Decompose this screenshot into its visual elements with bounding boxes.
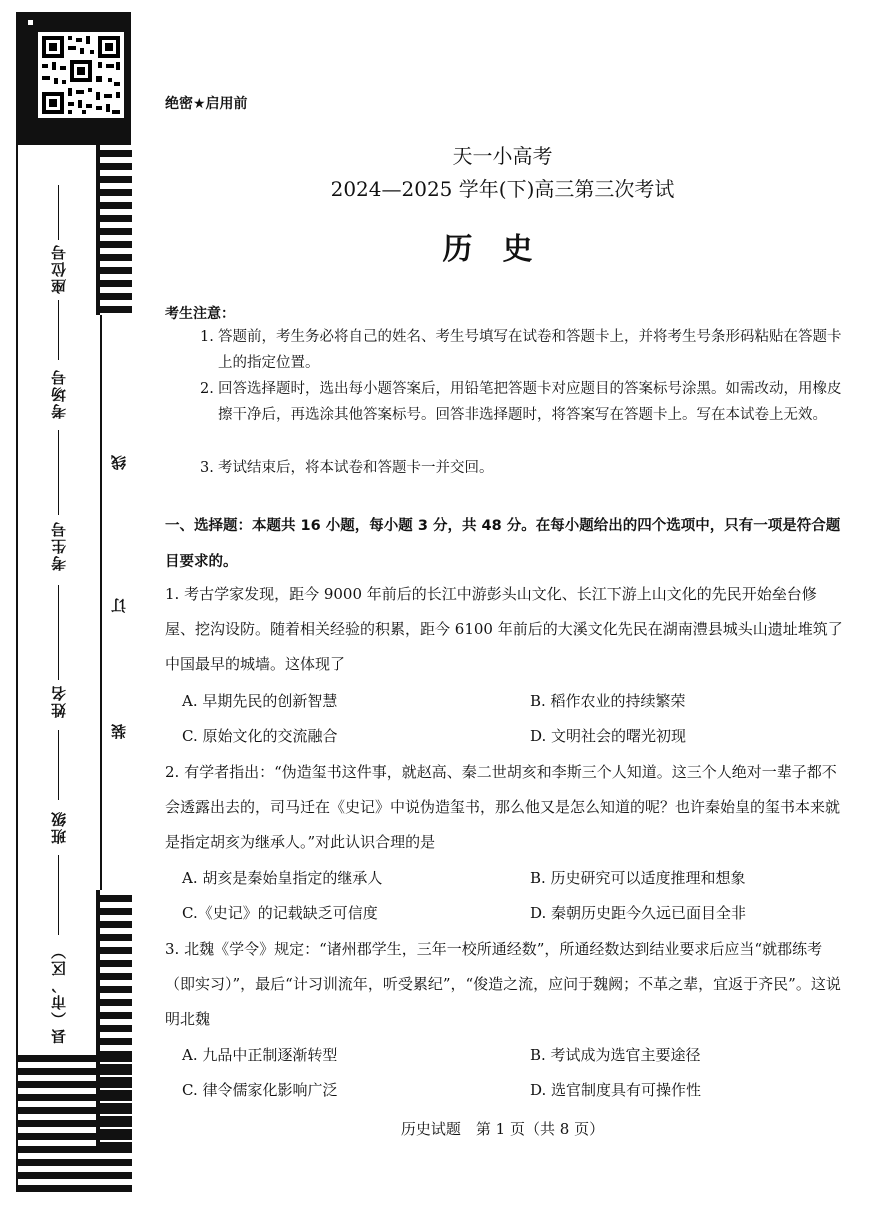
binding-stripe [100, 1038, 132, 1045]
notice-number: 1. [200, 329, 214, 345]
candidate-number-label: 考生号 [50, 520, 68, 571]
question-1 [165, 577, 845, 682]
question-text: 3. 北魏《学令》规定：“诸州郡学生，三年一校所通经数”，所通经数达到结业要求后应当“就郡练考（即实习）”，最后“计习训流年，听受累纪”，“俊造之流，应问于魏阙；不革之辈，宜返于齐民”。这说明北魏 [165, 940, 841, 1028]
option-c: C.《史记》的记载缺乏可信度 [182, 904, 378, 922]
notice-number: 3. [200, 460, 214, 476]
binding-stripe [16, 1081, 132, 1088]
binding-stripe [16, 1094, 132, 1101]
bind-word-staple: 订 [110, 598, 128, 613]
binding-stripe [16, 1107, 132, 1114]
qr-code [38, 32, 124, 118]
binding-stripe [16, 1172, 132, 1179]
option-c: C. 原始文化的交流融合 [182, 727, 338, 745]
bind-word-line: 线 [110, 455, 128, 470]
option-d: D. 选官制度具有可操作性 [530, 1081, 702, 1099]
binding-stripe [100, 1025, 132, 1032]
exam-room-label: 考场号 [50, 368, 68, 419]
notice-text: 答题前，考生务必将自己的姓名、考生号填写在试卷和答题卡上，并将考生号条形码粘贴在答题卡上的指定位置。 [218, 329, 842, 371]
subject-title: 历史 [442, 232, 563, 267]
binding-stripe [100, 921, 132, 928]
binding-stripe [100, 947, 132, 954]
option-d: D. 文明社会的曙光初现 [530, 727, 687, 745]
binding-stripe [100, 215, 132, 222]
binding-stripe [100, 908, 132, 915]
question-3 [165, 932, 845, 1037]
option-b: B. 稻作农业的持续繁荣 [530, 692, 686, 710]
binding-stripe [100, 293, 132, 300]
option-b: B. 历史研究可以适度推理和想象 [530, 869, 746, 887]
notice-heading: 考生注意： [165, 306, 235, 322]
question-text: 2. 有学者指出：“伪造玺书这件事，就赵高、秦二世胡亥和李斯三个人知道。这三个人绝对一辈子都不会透露出去的，司马迁在《史记》中说伪造玺书，那么他又是怎么知道的呢？也许秦始皇的玺书本来就是指定胡亥为继承人。”对此认识合理的是 [165, 763, 841, 851]
bind-word-bind: 装 [110, 724, 128, 739]
binding-stripe [100, 1012, 132, 1019]
option-a: A. 早期先民的创新智慧 [182, 692, 338, 710]
notice-text: 回答选择题时，选出每小题答案后，用铅笔把答题卡对应题目的答案标号涂黑。如需改动，用橡皮擦干净后，再选涂其他答案标号。回答非选择题时，将答案写在答题卡上。写在本试卷上无效。 [218, 381, 842, 423]
binding-stripe [16, 1055, 132, 1062]
binding-stripe [16, 1068, 132, 1075]
seat-number-label: 座位号 [50, 243, 68, 294]
option-d: D. 秦朝历史距今久远已面目全非 [530, 904, 747, 922]
binding-stripe [16, 1159, 132, 1166]
binding-stripe [100, 895, 132, 902]
question-text: 1. 考古学家发现，距今 9000 年前后的长江中游彭头山文化、长江下游上山文化的先民开始垒台修屋、挖沟设防。随着相关经验的积累，距今 6100 年前后的大溪文化先民在湖南澧县城头山遗址堆筑了中国最早的城墙。这体现了 [165, 585, 843, 673]
binding-stripe [100, 202, 132, 209]
binding-stripe [100, 973, 132, 980]
binding-stripe [16, 1185, 132, 1192]
class-label: 班级 [50, 810, 68, 844]
exam-organizer: 天一小高考 [452, 144, 553, 168]
binding-stripe [100, 986, 132, 993]
option-b: B. 考试成为选官主要途径 [530, 1046, 701, 1064]
question-2 [165, 755, 845, 860]
binding-stripe [100, 934, 132, 941]
notice-number: 2. [200, 381, 214, 397]
name-label: 姓名 [50, 684, 68, 718]
exam-title: 2024—2025 学年(下)高三第三次考试 [330, 177, 675, 201]
option-a: A. 胡亥是秦始皇指定的继承人 [182, 869, 383, 887]
binding-stripe [100, 960, 132, 967]
confidential-mark: 绝密★启用前 [165, 96, 248, 112]
section-heading: 一、选择题：本题共 16 小题，每小题 3 分，共 48 分。在每小题给出的四个选项中，只有一项是符合题目要求的。 [165, 518, 841, 570]
notice-text: 考试结束后，将本试卷和答题卡一并交回。 [218, 460, 494, 476]
binding-stripe [100, 267, 132, 274]
binding-stripe [100, 280, 132, 287]
option-a: A. 九品中正制逐渐转型 [182, 1046, 338, 1064]
county-label: 县（市、区） [50, 942, 68, 1044]
binding-stripe [16, 1146, 132, 1153]
notice-item [200, 376, 845, 428]
binding-stripe [100, 306, 132, 313]
page-footer: 历史试题 第 1 页（共 8 页） [400, 1120, 605, 1138]
notice-item [200, 455, 845, 481]
notice-item [200, 324, 845, 376]
option-c: C. 律令儒家化影响广泛 [182, 1081, 338, 1099]
binding-stripe [100, 999, 132, 1006]
